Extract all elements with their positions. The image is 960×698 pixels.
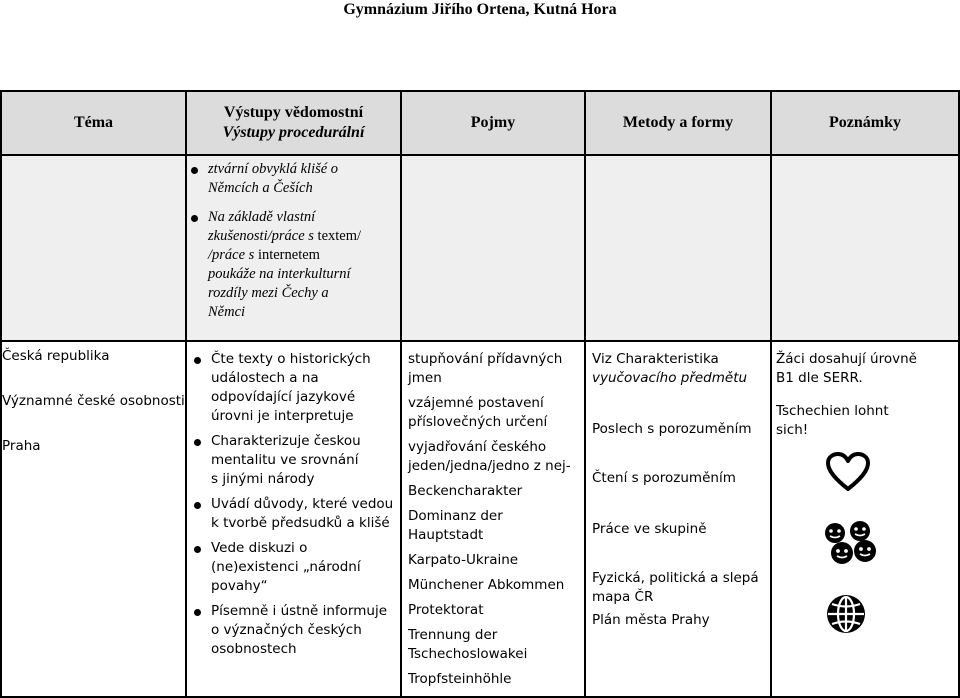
row2-tema <box>1 341 186 697</box>
list-item: Charakterizuje českou mentalitu ve srovnání s jinými národy <box>190 432 396 489</box>
list-item: Vede diskuzi o (ne)existenci „národní povahy“ <box>190 539 396 596</box>
document-title: Gymnázium Jiřího Ortena, Kutná Hora <box>343 1 617 18</box>
header-poznamky: Poznámky <box>771 91 959 155</box>
note-tschechien: Tschechien lohnt sich! <box>776 403 889 438</box>
topic-prague: Praha <box>2 438 41 454</box>
table-row <box>1 341 959 697</box>
row2-poznamky <box>771 341 959 697</box>
globe-icon <box>824 592 954 642</box>
method-item: Čtení s porozuměním <box>592 470 736 486</box>
table-header-row <box>1 91 959 155</box>
header-metody: Metody a formy <box>585 91 771 155</box>
header-vystupy-vedomostni: Výstupy vědomostní <box>223 104 364 121</box>
row1-outputs <box>186 155 401 341</box>
method-viz: Viz Charakteristika vyučovacího předmětu <box>592 351 748 386</box>
row2-pojmy <box>401 341 585 697</box>
row1-tema <box>1 155 186 341</box>
method-item: Práce ve skupině <box>592 521 707 537</box>
term: Protektorat <box>408 602 484 618</box>
curriculum-table <box>0 90 960 698</box>
term: Trennung der Tschechoslowakei <box>408 627 528 662</box>
list-item: Čte texty o historických událostech a na odpovídající jazykové úrovni je interpretuje <box>190 350 396 426</box>
list-item: Na základě vlastní zkušenosti/práce s textem/ /práce s internetem poukáže na interkulturní rozdíly mezi Čechy a Němci <box>187 208 400 322</box>
term: Münchener Abkommen <box>408 577 565 593</box>
list-item: Uvádí důvody, které vedou k tvorbě předsudků a klišé <box>190 495 396 533</box>
list-item: Písemně i ústně informuje o význačných českých osobnostech <box>190 602 396 659</box>
topic-czech-republic: Česká republika <box>2 348 110 364</box>
header-vystupy <box>186 91 401 155</box>
term: stupňování přídavných jmen <box>408 351 563 386</box>
table-row <box>1 155 959 341</box>
term: Karpato-Ukraine <box>408 552 519 568</box>
header-tema: Téma <box>1 91 186 155</box>
row1-metody <box>585 155 771 341</box>
term: vyjadřování českého jeden/jedna/jedno z nej- <box>408 439 571 474</box>
group-faces-icon <box>820 520 954 572</box>
method-item: Poslech s porozuměním <box>592 421 752 437</box>
method-item: Plán města Prahy <box>592 612 710 628</box>
note-level: Žáci dosahují úrovně B1 dle SERR. <box>776 351 917 386</box>
row1-poznamky <box>771 155 959 341</box>
term: vzájemné postavení příslovečných určení <box>408 395 548 430</box>
row1-pojmy <box>401 155 585 341</box>
term: Beckencharakter <box>408 483 523 499</box>
method-item: Fyzická, politická a slepá mapa ČR <box>592 570 759 605</box>
row2-metody <box>585 341 771 697</box>
heart-icon <box>826 452 954 498</box>
topic-famous-people: Významné české osobnosti <box>2 393 185 409</box>
term: Tropfsteinhöhle <box>408 671 512 687</box>
header-vystupy-proceduralni: Výstupy procedurální <box>222 124 365 141</box>
row2-outputs <box>186 341 401 697</box>
term: Dominanz der Hauptstadt <box>408 508 503 543</box>
list-item: ztvární obvyklá klišé o Němcích a Češích <box>187 160 400 198</box>
header-pojmy: Pojmy <box>401 91 585 155</box>
